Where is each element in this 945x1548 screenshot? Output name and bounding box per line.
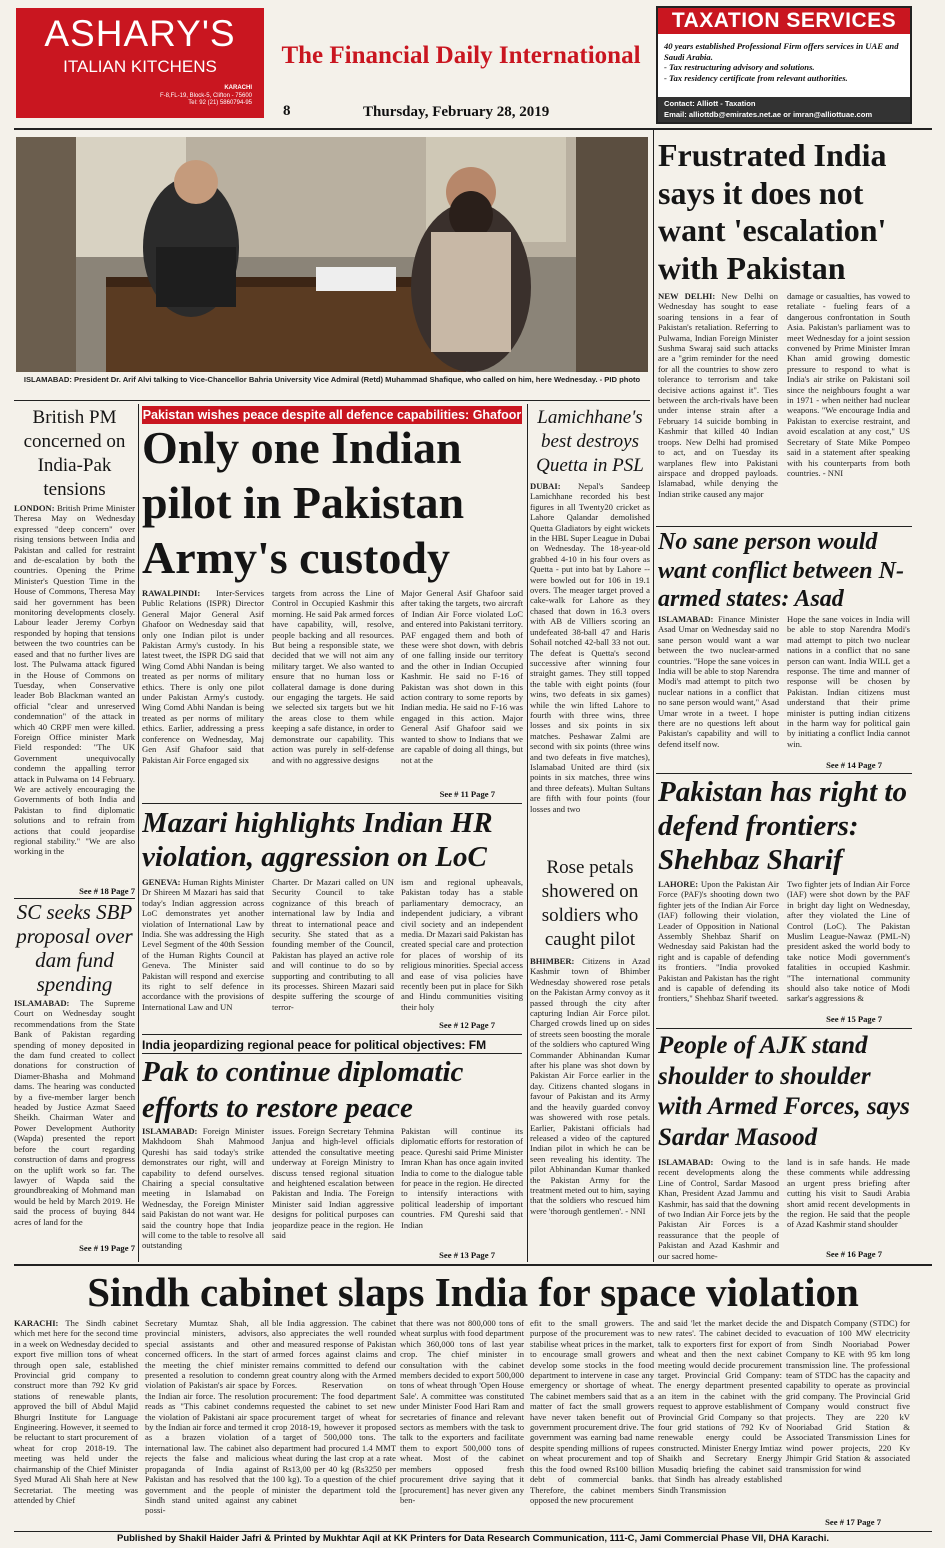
headline-pilot: Only one Indian pilot in Pakistan Army's custody: [142, 422, 465, 583]
headline-rose: Rose petals showered on soldiers who caught pilot: [541, 857, 639, 950]
see-ref: See # 17 Page 7: [825, 1517, 881, 1527]
headline-sindh: Sindh cabinet slaps India for space violation: [87, 1269, 859, 1315]
story-mazari-col3: [401, 877, 523, 1019]
story-sindh-col1: [14, 1318, 138, 1528]
story-diplomatic-col3: [401, 1126, 523, 1250]
story-ajk-col1: [658, 1157, 779, 1261]
see-ref: See # 18 Page 7: [79, 886, 135, 896]
headline-sbp: SC seeks SBP proposal over dam fund spending: [16, 900, 133, 996]
story-sbp: [14, 998, 135, 1242]
office-meeting-image: [16, 137, 648, 372]
story-sindh-col4: [400, 1318, 524, 1528]
body-text: Foreign Minister Makhdoom Shah Mahmood Qureshi has said today's strike demonstrates our right, will and capability to defend ourselves. Chairing a special consultative meeting in Islamabad on Wednesday, the Foreign Minister said Pakistan do not want war. He said the country hope that India will come to the table to resolve all outstanding: [142, 1126, 264, 1251]
ad-tel: Tel: 92 (21) 5860794-95: [188, 100, 252, 106]
story-mazari-col1: [142, 877, 264, 1029]
story-sindh-col3: [272, 1318, 396, 1528]
body-text: Major General Asif Ghafoor said after taking the targets, two aircraft of Indian Air Force violated LoC and entered into Pakistani territory. PAF engaged them and both of these were shot down, with debris of one falling inside our territory and the other in Indian Occupied Kashmir. He said no F-16 of Pakistan was shot down in this action contrary to some reports by Indian media. He said no F-16 was engaged in this action. Major General Asif Ghafoor said we wanted to show to Indians that we are capable of doing all things, but not at the: [401, 588, 523, 765]
body-text: Citizens in Azad Kashmir town of Bhimber Wednesday showered rose petals on the Pakistan Army convoy as it passed through the city after capturing Indian Air Force pilot. Charged crowds lined up on sides of streets seen boosting the morale of the soldiers who captured Wing Commander Abhinandan Kumar after his plane was shot down by Pakistan Air Force earlier in the day. Citizens chanted slogans in favour of Pakistan and its Army and the heavily guarded convoy was showered with rose petals. Earlier, Pakistani officials had released a video of the captured Indian pilot in which he can be seen revealing his identity. The pilot Abhinandan Kumar thanked the Pakistan Army for the treatment meted out to him, saying that the soldiers who rescued him were 'thorough gentlemen'. - NNI: [530, 956, 650, 1216]
headline-ajk: People of AJK stand shoulder to shoulder with Armed Forces, says Sardar Masood: [658, 1032, 910, 1151]
headline-shehbaz: Pakistan has right to defend frontiers: Shehbaz Sharif: [658, 776, 907, 876]
headline-mazari: Mazari highlights Indian HR violation, aggression on LoC: [142, 807, 493, 873]
body-text: land is in safe hands. He made these comments while addressing an urgent press briefing after cutting his visit to Saudi Arabia short amid recent developments in the region. He said that the people of Azad Kashmir stand shoulder: [787, 1157, 910, 1230]
dateline: LONDON:: [14, 503, 55, 513]
story-asad-col1: [658, 614, 779, 770]
kicker-diplomatic: India jeopardizing regional peace for political objectives: FM: [142, 1037, 522, 1054]
body-text: efit to the small growers. The purpose of the procurement was to stabilise wheat prices in the market, to encourage small growers and develop some stocks in the food department to intervene in case any emergency or shortage of wheat. The cabinet members said that as a matter of fact the small growers have never taken benefit out of government procurement drive. The government was earning bad name despite spending millions of rupees on wheat procurement and top of this the food owned Rs100 billion debt of commercial banks. Therefore, the cabinet members opposed the new procurement: [530, 1318, 654, 1505]
tax-email: Email: alliottdb@emirates.net.ae or imran@alliottuae.com: [664, 109, 873, 119]
body-text: ble India aggression. The cabinet also appreciates the well rounded and measured response of Pakistan armed forces against claims and remains committed to defend our great country along with the Armed Forces. Reservation on procurement: The food department requested the cabinet to set new procurement target of wheat for crop 2018-19, however it proposed a target of 500,000 tons. The department had procured 1.4 MMT wheat during the last crop at a rate of Rs13,00 per 40 kg (Rs3250 per 100 kg). To a question of the chief minister the department told the cabinet: [272, 1318, 396, 1505]
body-text: Pakistan will continue its diplomatic efforts for restoration of peace. Qureshi said Prime Minister Imran Khan has once again invited India to come to the dialogue table for peace in the region. He directed to intensify interactions with political leadership of important countries. FM Qureshi said that Indian: [401, 1126, 523, 1230]
see-ref: See # 12 Page 7: [439, 1020, 495, 1030]
body-text: Charter. Dr Mazari called on UN Security Council to take cognizance of this breach of international law by India and threat to international peace and security. She stated that as a founding member of the Council, Pakistan has played an active role and will continue to do so by supporting and contributing to all its processes. Shireen Mazari said despite suffering the scourge of terror-: [272, 877, 394, 1012]
body-text: and Dispatch Company (STDC) for evacuation of 100 MW electricity from Sindh Nooriabad Power Company to KE with 95 km long transmission line. The professional team of STDC has the capacity and capability to operate as provincial grid company. The Provincial Grid Company would construct five projects. They are 220 kV Nooriabad Grid Station & Associated Transmission Lines for wind power projects, 220 Kv Jhimpir Grid Station & associated transmission for wind: [786, 1318, 910, 1474]
taxation-ad: [656, 6, 912, 124]
see-ref: See # 15 Page 7: [826, 1014, 882, 1024]
story-pilot-col3: [401, 588, 523, 788]
tax-title: TAXATION SERVICES: [658, 8, 910, 34]
photo-caption: ISLAMABAD: President Dr. Arif Alvi talking to Vice-Chancellor Bahria University Vice Admiral (Retd) Muhammad Shafique, who called on him, here Wednesday. - PID photo: [23, 375, 641, 384]
tax-line: - Tax residency certificate from relevant authorities.: [664, 72, 848, 83]
story-sindh-col2: [145, 1318, 269, 1528]
body-text: Hope the sane voices in India will be able to stop Narendra Modi's mad attempt to pitch two nuclear nations in a conflict that no sane person can want. India WILL get a response. The time and manner of response will be chosen by Pakistan. Indian citizens must understand that their prime minister is putting indian citizens in the harm way for political gain by initiating a conflict India cannot win.: [787, 614, 910, 749]
dateline: ISLAMABAD:: [142, 1126, 198, 1136]
story-frustrated-col2: [787, 291, 910, 521]
story-sindh-col6: [658, 1318, 782, 1528]
headline-lamichhane: Lamichhane's best destroys Quetta in PSL: [536, 407, 644, 476]
dateline: ISLAMABAD:: [14, 998, 70, 1008]
story-shehbaz-col1: [658, 879, 779, 1025]
news-photo: [16, 137, 648, 372]
ad-city: KARACHI: [224, 85, 252, 91]
story-rose: [530, 956, 650, 1262]
see-ref: See # 11 Page 7: [439, 789, 495, 799]
dateline: ISLAMABAD:: [658, 614, 714, 624]
body-text: Owing to the recent developments along the Line of Control, Sardar Masood Khan, President Azad Jammu and Kashmir, has said that the downing of two Indian Air Force jets by the Pakistan Air Forces is a reassurance that the people of Pakistan and Azad Kashmir and our sacred home-: [658, 1157, 779, 1261]
story-diplomatic-col2: [272, 1126, 394, 1260]
body-text: Inter-Services Public Relations (ISPR) Director General Major General Asif Ghafoor on Wednesday said that only one Indian pilot is under Pakistan Army's custody. In his latest tweet, the ISPR DG said that Wing Comd Abhi Nandan is being treated as per norms of military ethics. There is only one pilot under Pakistan Army's custody. Wing Comd Abhi Nandan is being treated as per norms of military ethics. Earlier, addressing a press conference on Wednesday, Maj Gen Asif Ghafoor said that Pakistan Air Force engaged six: [142, 588, 264, 765]
body-text: British Prime Minister Theresa May on Wednesday expressed "deep concern" over rising tensions between India and Pakistan and called for restraint and de-escalation by both the countries. Opening the Prime Minister's Question Time in the House of Commons, Theresa May said her government has been monitoring developments closely. Labour leader Jeremy Corbyn responded by hoping that tensions between the two countries can be eased and that no further lives are lost. The Pulwama attack figured in the House of Commons on Tuesday, when Conservative leader Bob Blackman wanted an official "clear and unreserved condemnation" of the attack in which 40 CRPF men were killed. Foreign Office minister Mark Field responded: "The UK Government unequivocally condemn the appalling terror attack in Pulwama on 14 February. We are actively encouraging the Governments of both India and Pakistan to find diplomatic solutions and to refrain from actions that could jeopardise regional stability." "We are also working in the: [14, 503, 135, 857]
body-text: Finance Minister Asad Umar on Wednesday said no sane person would want a war between the two nuclear-armed countries. "Hope the sane voices in India will be able to stop Narendra Modi's mad attempt to pitch two nuclear nations in a conflict that no sane person would want," Asad Umar wrote in a tweet. I hope there are no questions left about Pakistan's capability and will to defend itself now.: [658, 614, 779, 749]
see-ref: See # 13 Page 7: [439, 1250, 495, 1260]
see-ref: See # 14 Page 7: [826, 760, 882, 770]
tax-line: - Tax restructuring advisory and solutions.: [664, 62, 815, 73]
body-text: that there was not 800,000 tons of wheat surplus with food department which 360,000 tons of last year crop. The chief minister in consultation with the cabinet members decided to export 500,000 tons of wheat through 'Open House Sale'. A committee was constituted under Minister Food Hari Ram and secretaries of finance and relevant sectors as members with the task to talk to the exporters and facilitate them to export 500,000 tons of wheat. Most of the cabinet members opposed fresh procurement drive saying that it [procurement] has never given any ben-: [400, 1318, 524, 1505]
body-text: Nepal's Sandeep Lamichhane recorded his best figures in all Twenty20 cricket as Lahore Qalandar demolished Quetta Gladiators by eight wickets in the HBL Super League in Dubai on Wednesday. The 18-year-old grabbed 4-10 in his four overs as Quetta - put into bat by Lahore -- were bowled out for 106 in 19.1 overs. The meager target proved a cake-walk for Lahore as they chased that down in 16.3 overs with AB de Villiers scoring an undefeated 38-ball 47 and Haris Sohail notched 42-ball 33 not out. The defeat is Quetta's second successive after winning four straight games. They still topped the table with eight points (four wins, two defeats in six games) while the win lifted Lahore to fourth with three wins, three losses and six points in six matches. Peshawar Zalmi are second with six points (three wins and two defeats in five matches), Islamabad United are third (six points in six matches, three wins and three defeats). Multan Sultans are fifth with four points (four losses and two: [530, 481, 650, 814]
body-text: The Supreme Court on Wednesday sought recommendations from the State Bank of Pakistan regarding spending of money deposited in the dam fund created to collect donations for construction of Diamer-Bhasha and Mohmand dams. The hearing was conducted by a five-member larger bench headed by Justice Azmat Saeed Sheikh. Chairman Water and Power Development Authority (Wapda) presented the report before the court regarding construction of dams and progress on the uplift work so far. The lawyer of Wapda said the groundbreaking of Mohmand man would be held by March 2019. He said the process of buying 844 acres of land for the: [14, 998, 135, 1227]
dateline: KARACHI:: [14, 1318, 59, 1328]
dateline: LAHORE:: [658, 879, 699, 889]
body-text: Upon the Pakistan Air Force (PAF)'s shooting down two fighter jets of the Indian Air Force (IAF) following their violation, Leader of Opposition in National Assembly Shehbaz Sharif on Wednesday said Pakistan had the right and is capable of defending its frontiers. "India provoked Pakistan and Pakistan has the right and is capable of defending its frontiers," Shehbaz Sharif tweeted.: [658, 879, 779, 1004]
headline-asad: No sane person would want conflict between N-armed states: Asad: [658, 529, 904, 612]
ad-address: F-8,FL-19, Block-5, Clifton - 75600: [159, 92, 252, 99]
story-shehbaz-col2: [787, 879, 910, 1013]
ad-name: ASHARY'S: [44, 13, 236, 54]
story-pilot-col2: [272, 588, 394, 798]
story-lamichhane: [530, 481, 650, 855]
see-ref: See # 19 Page 7: [79, 1243, 135, 1253]
dateline: BHIMBER:: [530, 956, 575, 966]
dateline: RAWALPINDI:: [142, 588, 201, 598]
body-text: Secretary Mumtaz Shah, all provincial ministers, advisors, special assistants and other concerned officers. In the start of the meeting the chief minister presented a resolution to condemn violation of Pakistan's air space by the Indian air force. The resolution reads as "This cabinet condemns the violation of Pakistani air space by the Indian air force and termed it as a brazen violation of international law. The cabinet also rejects the false and malicious propaganda of India against Pakistan and has resolved that the government and the people of Sindh stand united against any possi-: [145, 1318, 269, 1516]
dateline: ISLAMABAD:: [658, 1157, 714, 1167]
headline-frustrated: Frustrated India says it does not want 'escalation' with Pakistan: [658, 137, 887, 286]
tax-line: 40 years established Professional Firm offers services in UAE and Saudi Arabia.: [664, 41, 899, 62]
story-sindh-col5: [530, 1318, 654, 1528]
story-pilot-col1: [142, 588, 264, 798]
imprint-footer: Published by Shakil Haider Jafri & Printed by Mukhtar Aqil at KK Printers for Data Research Communication, 111-C, Jami Commercial Phase VII, DHA Karachi.: [116, 1533, 829, 1544]
story-frustrated-col1: [658, 291, 778, 521]
paper-title: The Financial Daily International: [281, 42, 641, 69]
story-mazari-col2: [272, 877, 394, 1029]
story-british: [14, 503, 135, 885]
story-diplomatic-col1: [142, 1126, 264, 1260]
page-number: 8: [283, 103, 291, 119]
body-text: ism and regional upheavals, Pakistan today has a stable parliamentary democracy, an independent judiciary, a vibrant civil society and an independent media. Dr Mazari said Pakistan has created special care and protection for places of worship of its religious minorities. Special access and ease of visa policies have recently been put in place for Sikh and Hindu communities visiting their holy: [401, 877, 523, 1012]
body-text: Human Rights Minister Dr Shireen M Mazari has said that today's Indian aggression across LoC demonstrates yet another violation of International Law by India. She was addressing the High Level Segment of the 40th Session of the Human Rights Council at Geneva. The Minister said Pakistan will respond and exercise its right to self defence in accordance with the provisions of International Law and UN: [142, 877, 264, 1012]
headline-british: British PM concerned on India-Pak tensions: [23, 407, 126, 500]
story-sindh-col7: [786, 1318, 910, 1516]
ad-sub: ITALIAN KITCHENS: [63, 57, 217, 76]
story-ajk-col2: [787, 1157, 910, 1249]
issue-date: Thursday, February 28, 2019: [363, 104, 550, 120]
body-text: New Delhi on Wednesday has sought to ease soaring tensions in a fear of Pakistan's retaliation. Referring to Pulwama, Indian Foreign Minister Sushma Swaraj said such attacks are a "grim reminder for the need for all the countries to show zero tolerance to terrorism and take decisive actions against it". Ties between the arch-rivals have been under intense strain after a February 14 suicide bombing in Kashmir that killed 40 Indian troops. New Delhi had promised to act, and on Tuesday its warplanes flew into Pakistani airspace and dropped payloads. Islamabad, while denying the Indian strike caused any major: [658, 291, 778, 499]
dateline: NEW DELHI:: [658, 291, 716, 301]
see-ref: See # 16 Page 7: [826, 1249, 882, 1259]
tax-contact: Contact: Alliott - Taxation: [664, 99, 756, 108]
body-text: Two fighter jets of Indian Air Force (IAF) were shot down by the PAF in bright day light on Wednesday, after they violated the Line of Control (LoC). The Pakistan Muslim League-Nawaz (PML-N) president asked the world body to take notice Modi government's fatalities in occupied Kashmir. "The international community should also take notice of Modi sarkar's aggressions &: [787, 879, 910, 1004]
body-text: issues. Foreign Secretary Tehmina Janjua and high-level officials attended the consultative meeting underway at Foreign Ministry to discuss tensed regional situation and heightened escalation between Pakistan and India. The Foreign Minister said Indian aggressive designs for political purposes can jeopardize peace in the region. He said: [272, 1126, 394, 1241]
headline-diplomatic: Pak to continue diplomatic efforts to restore peace: [142, 1056, 464, 1124]
body-text: damage or casualties, has vowed to retaliate - fueling fears of a dangerous confrontation in South Asia. Pakistan's parliament was to meet Wednesday for a joint session convened by Prime Minister Imran Khan amid growing domestic pressure to respond to what is India's air strike on Pakistani soil since the neighbours fought a war in 1971 - when neither had nuclear weapons. "We encourage India and Pakistan to exercise restraint, and avoid escalation at any cost," US Secretary of State Mike Pompeo said in a statement after speaking with his counterparts from both countries. - NNI: [787, 291, 910, 478]
kicker-pilot: Pakistan wishes peace despite all defence capabilities: Ghafoor: [142, 408, 522, 422]
dateline: GENEVA:: [142, 877, 181, 887]
body-text: and said 'let the market decide the new rates'. The cabinet decided to talk to exporters first for export of wheat and then the next cabinet meeting would decide procurement target. Provincial Grid Company: The energy department presented an item in the cabinet with the request to approve establishment of Provincial Grid Company so that four grid stations of 792 Kv of renewable energy could be constructed. Minister Energy Imtiaz Shaikh and Secretary Energy Musadiq briefing the cabinet said that Sindh has already established Sindh Transmission: [658, 1318, 782, 1495]
body-text: The Sindh cabinet which met here for the second time in a week on Wednesday decided to export five million tons of wheat through open sale, established Provincial grid company to construct more than 792 Kv grid stations of renewable plants, approved the bill of Abdul Majid Bhurgri Institute for Language Engineering. However, it seemed to be reluctant to start procurement of wheat for crop 2018-19. The meeting was held under the chairmanship of the Chief Minister Syed Murad Ali Shah here at New Secretariat. The meeting was attended by Chief: [14, 1318, 138, 1505]
body-text: targets from across the Line of Control in Occupied Kashmir this morning. He said Pak armed forces have capability, will, resolve, people backing and all resources. But being a responsible state, we decided that we will not aim any military target. We also wanted to ensure that no human loss or collateral damage is done during our engaging the targets. He said we selected six targets but we hit the areas close to them while keeping a safe distance, in order to demonstrate our capability. This action was purely in self-defense and with no aggressive designs: [272, 588, 394, 765]
story-asad-col2: [787, 614, 910, 760]
ashary-ad: [16, 8, 264, 118]
dateline: DUBAI:: [530, 481, 561, 491]
